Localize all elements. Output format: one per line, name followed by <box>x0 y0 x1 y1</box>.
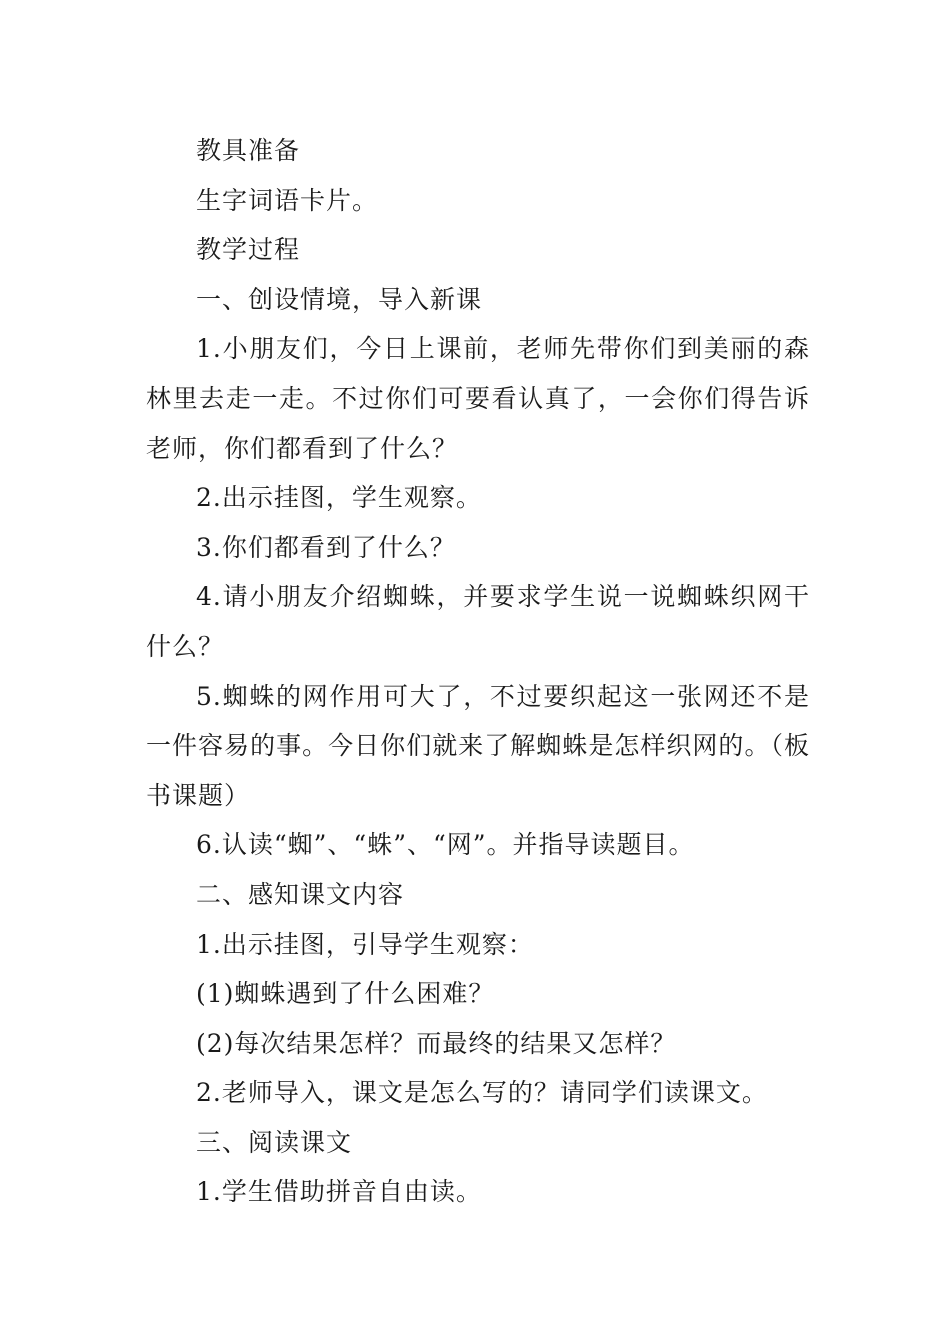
paragraph-aids-content: 生字词语卡片。 <box>196 185 379 215</box>
paragraph-step-6: 6.认读“蜘”、“蛛”、“网”。并指导读题目。 <box>196 830 695 860</box>
paragraph-s3-step-1: 1.学生借助拼音自由读。 <box>196 1177 482 1207</box>
section-heading-3: 三、阅读课文 <box>196 1127 353 1157</box>
paragraph-s2-question-1: (1)蜘蛛遇到了什么困难？ <box>196 979 495 1009</box>
heading-teaching-aids: 教具准备 <box>196 136 301 165</box>
document-body <box>146 126 810 1217</box>
paragraph-s2-question-2: (2)每次结果怎样？而最终的结果又怎样？ <box>196 1028 677 1058</box>
paragraph-step-3: 3.你们都看到了什么？ <box>196 532 456 562</box>
paragraph-step-1: 1.小朋友们，今日上课前，老师先带你们到美丽的森林里去走一走。不过你们可要看认真了，一会你们得告诉老师，你们都看到了什么？ <box>146 334 810 463</box>
paragraph-s2-step-2: 2.老师导入，课文是怎么写的？请同学们读课文。 <box>196 1078 768 1108</box>
paragraph-step-4: 4.请小朋友介绍蜘蛛，并要求学生说一说蜘蛛织网干什么？ <box>146 582 810 661</box>
paragraph-s2-step-1: 1.出示挂图，引导学生观察： <box>196 929 534 959</box>
section-heading-2: 二、感知课文内容 <box>196 879 405 909</box>
paragraph-step-2: 2.出示挂图，学生观察。 <box>196 483 482 513</box>
paragraph-step-5: 5.蜘蛛的网作用可大了，不过要织起这一张网还不是一件容易的事。今日你们就来了解蜘蛛是怎样织网的。（板书课题） <box>146 681 810 810</box>
heading-teaching-process: 教学过程 <box>196 235 301 265</box>
section-heading-1: 一、创设情境，导入新课 <box>196 284 483 314</box>
